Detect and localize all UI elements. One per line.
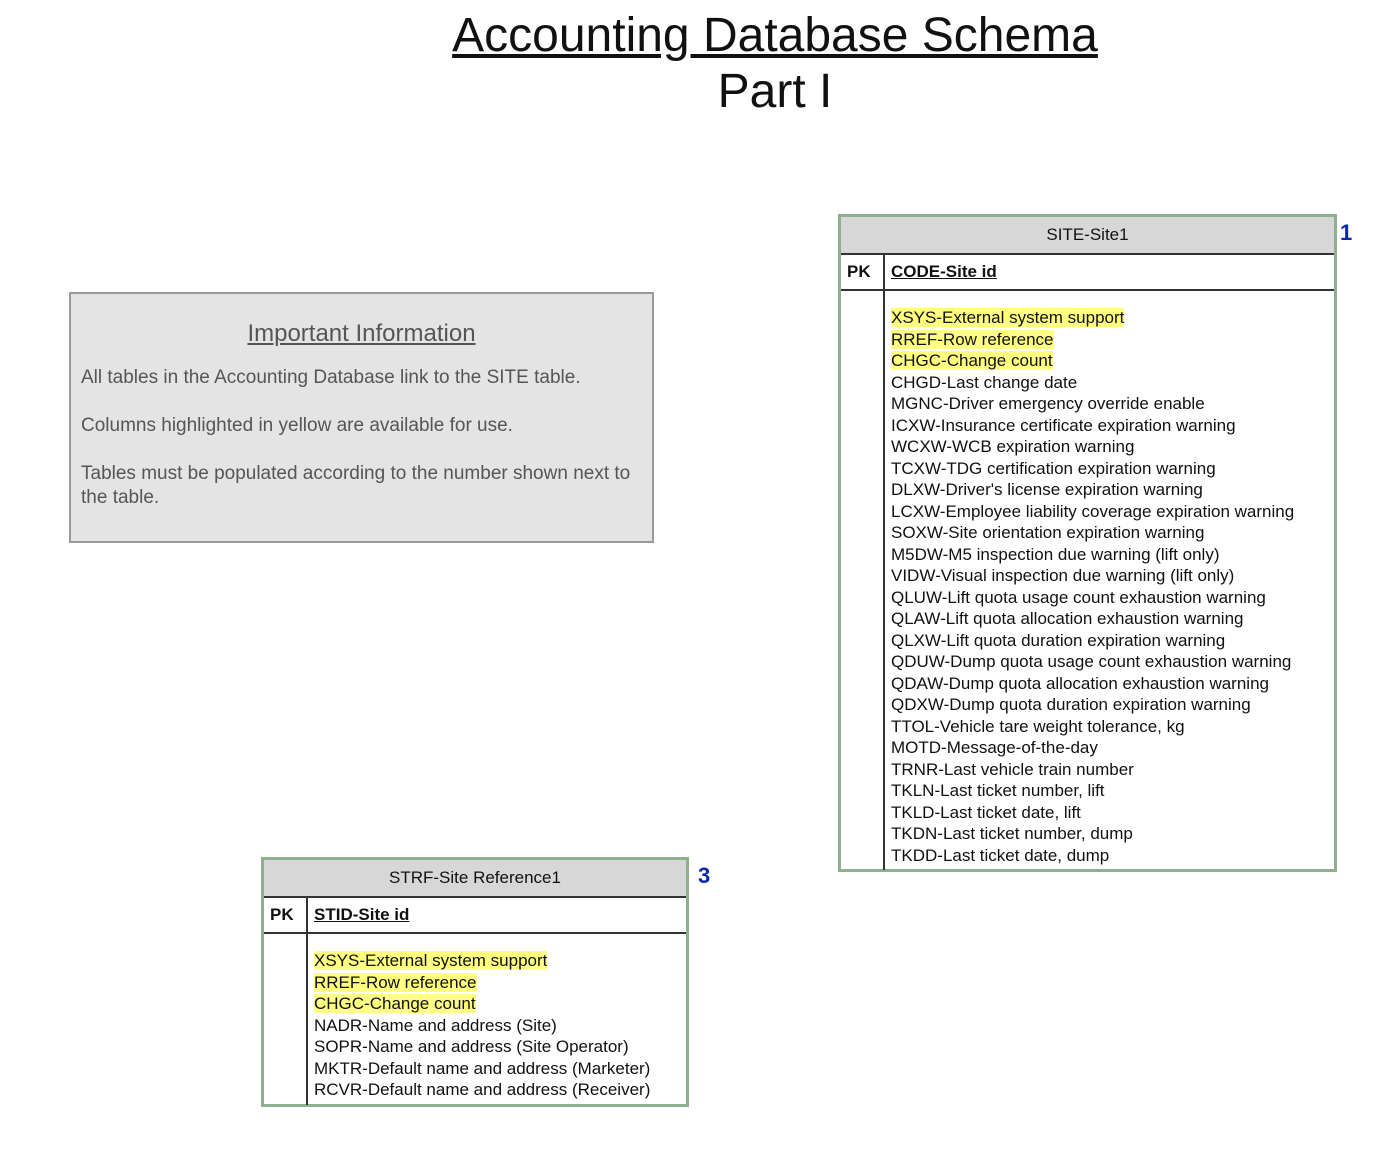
- strf-column-row: [314, 972, 650, 994]
- site-table-body: [841, 291, 1334, 870]
- site-column-label: TKDD-Last ticket date, dump: [891, 845, 1110, 865]
- strf-table-body: [264, 934, 686, 1105]
- site-table-header: SITE-Site1: [841, 217, 1334, 255]
- strf-column-row: [314, 1079, 650, 1101]
- site-column-row: [891, 802, 1294, 824]
- site-column-row: [891, 823, 1294, 845]
- page-subtitle: Part I: [717, 65, 833, 118]
- site-column-row: [891, 694, 1294, 716]
- strf-column-row: [314, 1058, 650, 1080]
- site-column-row: [891, 630, 1294, 652]
- strf-column-label: CHGC-Change count: [314, 994, 476, 1013]
- site-column-label: CHGD-Last change date: [891, 372, 1078, 392]
- site-column-row: [891, 716, 1294, 738]
- site-column-row: [891, 544, 1294, 566]
- site-column-row: [891, 759, 1294, 781]
- site-column-row: [891, 565, 1294, 587]
- strf-table-number: 3: [698, 863, 711, 888]
- site-column-label: MGNC-Driver emergency override enable: [891, 394, 1205, 413]
- strf-column-label: RREF-Row reference: [314, 972, 477, 992]
- strf-column-label: XSYS-External system support: [314, 951, 548, 970]
- strf-column-row: [314, 950, 650, 972]
- page-title: Accounting Database Schema: [452, 9, 1098, 62]
- site-column-row: [891, 479, 1294, 501]
- strf-column-row: [314, 993, 650, 1015]
- site-column-label: CHGC-Change count: [891, 351, 1053, 370]
- site-column-label: TKDN-Last ticket number, dump: [891, 824, 1133, 843]
- site-column-label: QDUW-Dump quota usage count exhaustion warning: [891, 652, 1292, 671]
- strf-column-label: MKTR-Default name and address (Marketer): [314, 1058, 651, 1078]
- site-column-label: TTOL-Vehicle tare weight tolerance, kg: [891, 716, 1185, 736]
- site-column-label: TKLN-Last ticket number, lift: [891, 781, 1105, 800]
- site-column-row: [891, 436, 1294, 458]
- site-column-label: QDAW-Dump quota allocation exhaustion warning: [891, 673, 1269, 693]
- site-column-row: [891, 307, 1294, 329]
- site-pk-column: CODE-Site id: [891, 262, 997, 281]
- site-column-row: [891, 372, 1294, 394]
- info-line-2: Columns highlighted in yellow are available for use.: [81, 415, 513, 436]
- site-column-label: M5DW-M5 inspection due warning (lift only): [891, 544, 1220, 564]
- site-column-row: [891, 415, 1294, 437]
- site-column-row: [891, 522, 1294, 544]
- site-column-row: [891, 673, 1294, 695]
- info-line-3: Tables must be populated according to the number shown next to the table.: [81, 463, 631, 508]
- strf-pk-column: STID-Site id: [314, 905, 410, 924]
- site-column-row: [891, 350, 1294, 372]
- site-column-label: LCXW-Employee liability coverage expiration warning: [891, 501, 1295, 521]
- site-column-row: [891, 608, 1294, 630]
- strf-column-label: SOPR-Name and address (Site Operator): [314, 1037, 629, 1056]
- strf-table-pk-row: [264, 898, 686, 934]
- site-column-list: [885, 291, 1294, 870]
- strf-column-row: [314, 1015, 650, 1037]
- site-column-row: [891, 393, 1294, 415]
- strf-column-label: NADR-Name and address (Site): [314, 1015, 557, 1035]
- site-column-row: [891, 587, 1294, 609]
- strf-table-key-gutter: [264, 934, 308, 1105]
- pk-label: PK: [264, 898, 308, 932]
- strf-column-row: [314, 1036, 650, 1058]
- info-heading: Important Information: [247, 320, 476, 347]
- pk-label: PK: [841, 255, 885, 289]
- site-column-row: [891, 780, 1294, 802]
- site-table-pk-row: [841, 255, 1334, 291]
- strf-column-label: RCVR-Default name and address (Receiver): [314, 1080, 651, 1099]
- site-column-label: QLAW-Lift quota allocation exhaustion warning: [891, 609, 1244, 628]
- strf-column-list: [308, 934, 650, 1105]
- strf-table[interactable]: [261, 857, 689, 1107]
- site-column-row: [891, 501, 1294, 523]
- site-column-label: QLUW-Lift quota usage count exhaustion warning: [891, 587, 1266, 607]
- site-column-row: [891, 458, 1294, 480]
- site-table-number: 1: [1340, 220, 1353, 245]
- site-column-row: [891, 845, 1294, 867]
- site-column-label: RREF-Row reference: [891, 329, 1054, 349]
- site-column-label: SOXW-Site orientation expiration warning: [891, 523, 1205, 542]
- site-column-row: [891, 329, 1294, 351]
- site-column-label: XSYS-External system support: [891, 308, 1125, 327]
- important-information-box: [69, 292, 654, 543]
- site-column-label: TCXW-TDG certification expiration warning: [891, 458, 1216, 478]
- site-column-label: QLXW-Lift quota duration expiration warning: [891, 630, 1226, 650]
- site-column-label: DLXW-Driver's license expiration warning: [891, 480, 1203, 499]
- site-column-row: [891, 737, 1294, 759]
- site-column-row: [891, 651, 1294, 673]
- site-column-label: TKLD-Last ticket date, lift: [891, 802, 1081, 822]
- site-table-key-gutter: [841, 291, 885, 870]
- strf-table-header: STRF-Site Reference1: [264, 860, 686, 898]
- site-column-label: QDXW-Dump quota duration expiration warning: [891, 695, 1251, 714]
- site-column-label: TRNR-Last vehicle train number: [891, 759, 1134, 779]
- site-column-label: VIDW-Visual inspection due warning (lift only): [891, 566, 1235, 585]
- info-line-1: All tables in the Accounting Database link to the SITE table.: [81, 367, 581, 388]
- site-column-label: ICXW-Insurance certificate expiration warning: [891, 415, 1236, 435]
- site-table[interactable]: [838, 214, 1337, 872]
- site-column-label: MOTD-Message-of-the-day: [891, 738, 1098, 757]
- site-column-label: WCXW-WCB expiration warning: [891, 437, 1135, 456]
